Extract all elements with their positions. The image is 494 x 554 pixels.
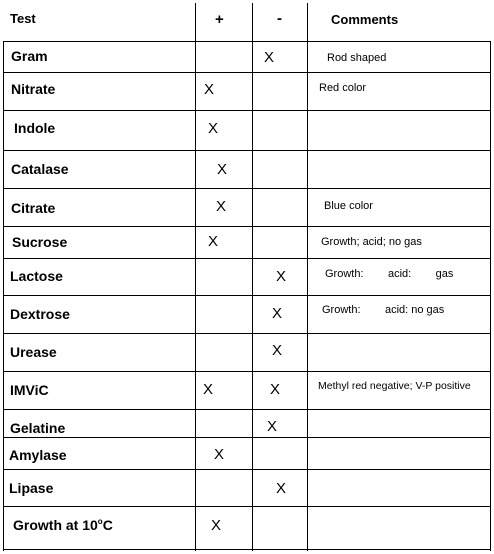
rule-h-5 [3,226,491,227]
rule-h-8 [3,333,491,334]
test-catalase: Catalase [11,161,69,177]
rule-h-11 [3,437,491,438]
positive-nitrate: X [204,81,215,98]
comment-sucrose: Growth; acid; no gas [321,236,422,248]
test-lipase: Lipase [9,480,54,496]
positive-growth-at-10c: X [211,517,222,534]
test-gelatine: Gelatine [10,420,66,436]
negative-gelatine: X [267,418,278,435]
rule-h-10 [3,409,491,410]
negative-lipase: X [276,480,287,497]
rule-h-2 [3,110,491,111]
positive-amylase: X [214,446,225,463]
rule-v-0 [3,41,4,551]
comment-lactose: Growth: acid: gas [325,268,454,280]
rule-h-4 [3,188,491,189]
rule-h-14 [3,549,491,550]
rule-h-7 [3,295,491,296]
rule-h-6 [3,258,491,259]
negative-gram: X [264,49,275,66]
header-test: Test [10,11,36,26]
positive-citrate: X [216,198,227,215]
comment-dextrose: Growth: acid: no gas [322,304,445,316]
comment-citrate: Blue color [324,200,373,212]
header-negative: - [277,10,282,27]
rule-h-0 [3,41,491,42]
rule-h-12 [3,469,491,470]
test-gram: Gram [11,48,48,64]
test-nitrate: Nitrate [11,81,56,97]
header-comments: Comments [331,12,399,27]
negative-urease: X [272,342,283,359]
rule-h-13 [3,506,491,507]
test-imvic: IMViC [10,382,49,398]
positive-catalase: X [217,161,228,178]
test-lactose: Lactose [10,268,63,284]
rule-h-3 [3,150,491,151]
negative-lactose: X [276,268,287,285]
positive-sucrose: X [208,233,219,250]
positive-imvic: X [203,381,214,398]
rule-h-9 [3,371,491,372]
positive-indole: X [208,120,219,137]
test-sucrose: Sucrose [12,234,68,250]
comment-imvic: Methyl red negative; V-P positive [318,380,471,392]
comment-nitrate: Red color [319,82,367,94]
test-citrate: Citrate [11,200,56,216]
test-dextrose: Dextrose [10,306,70,322]
negative-imvic: X [270,381,281,398]
test-urease: Urease [10,344,57,360]
rule-h-1 [3,72,491,73]
test-indole: Indole [14,120,56,136]
comment-gram: Rod shaped [327,52,387,64]
header-positive: + [215,11,224,28]
test-growth-at-10c: Growth at 10$^o$C [13,517,113,533]
rule-v-4 [490,41,491,551]
test-amylase: Amylase [9,447,67,463]
negative-dextrose: X [272,305,283,322]
